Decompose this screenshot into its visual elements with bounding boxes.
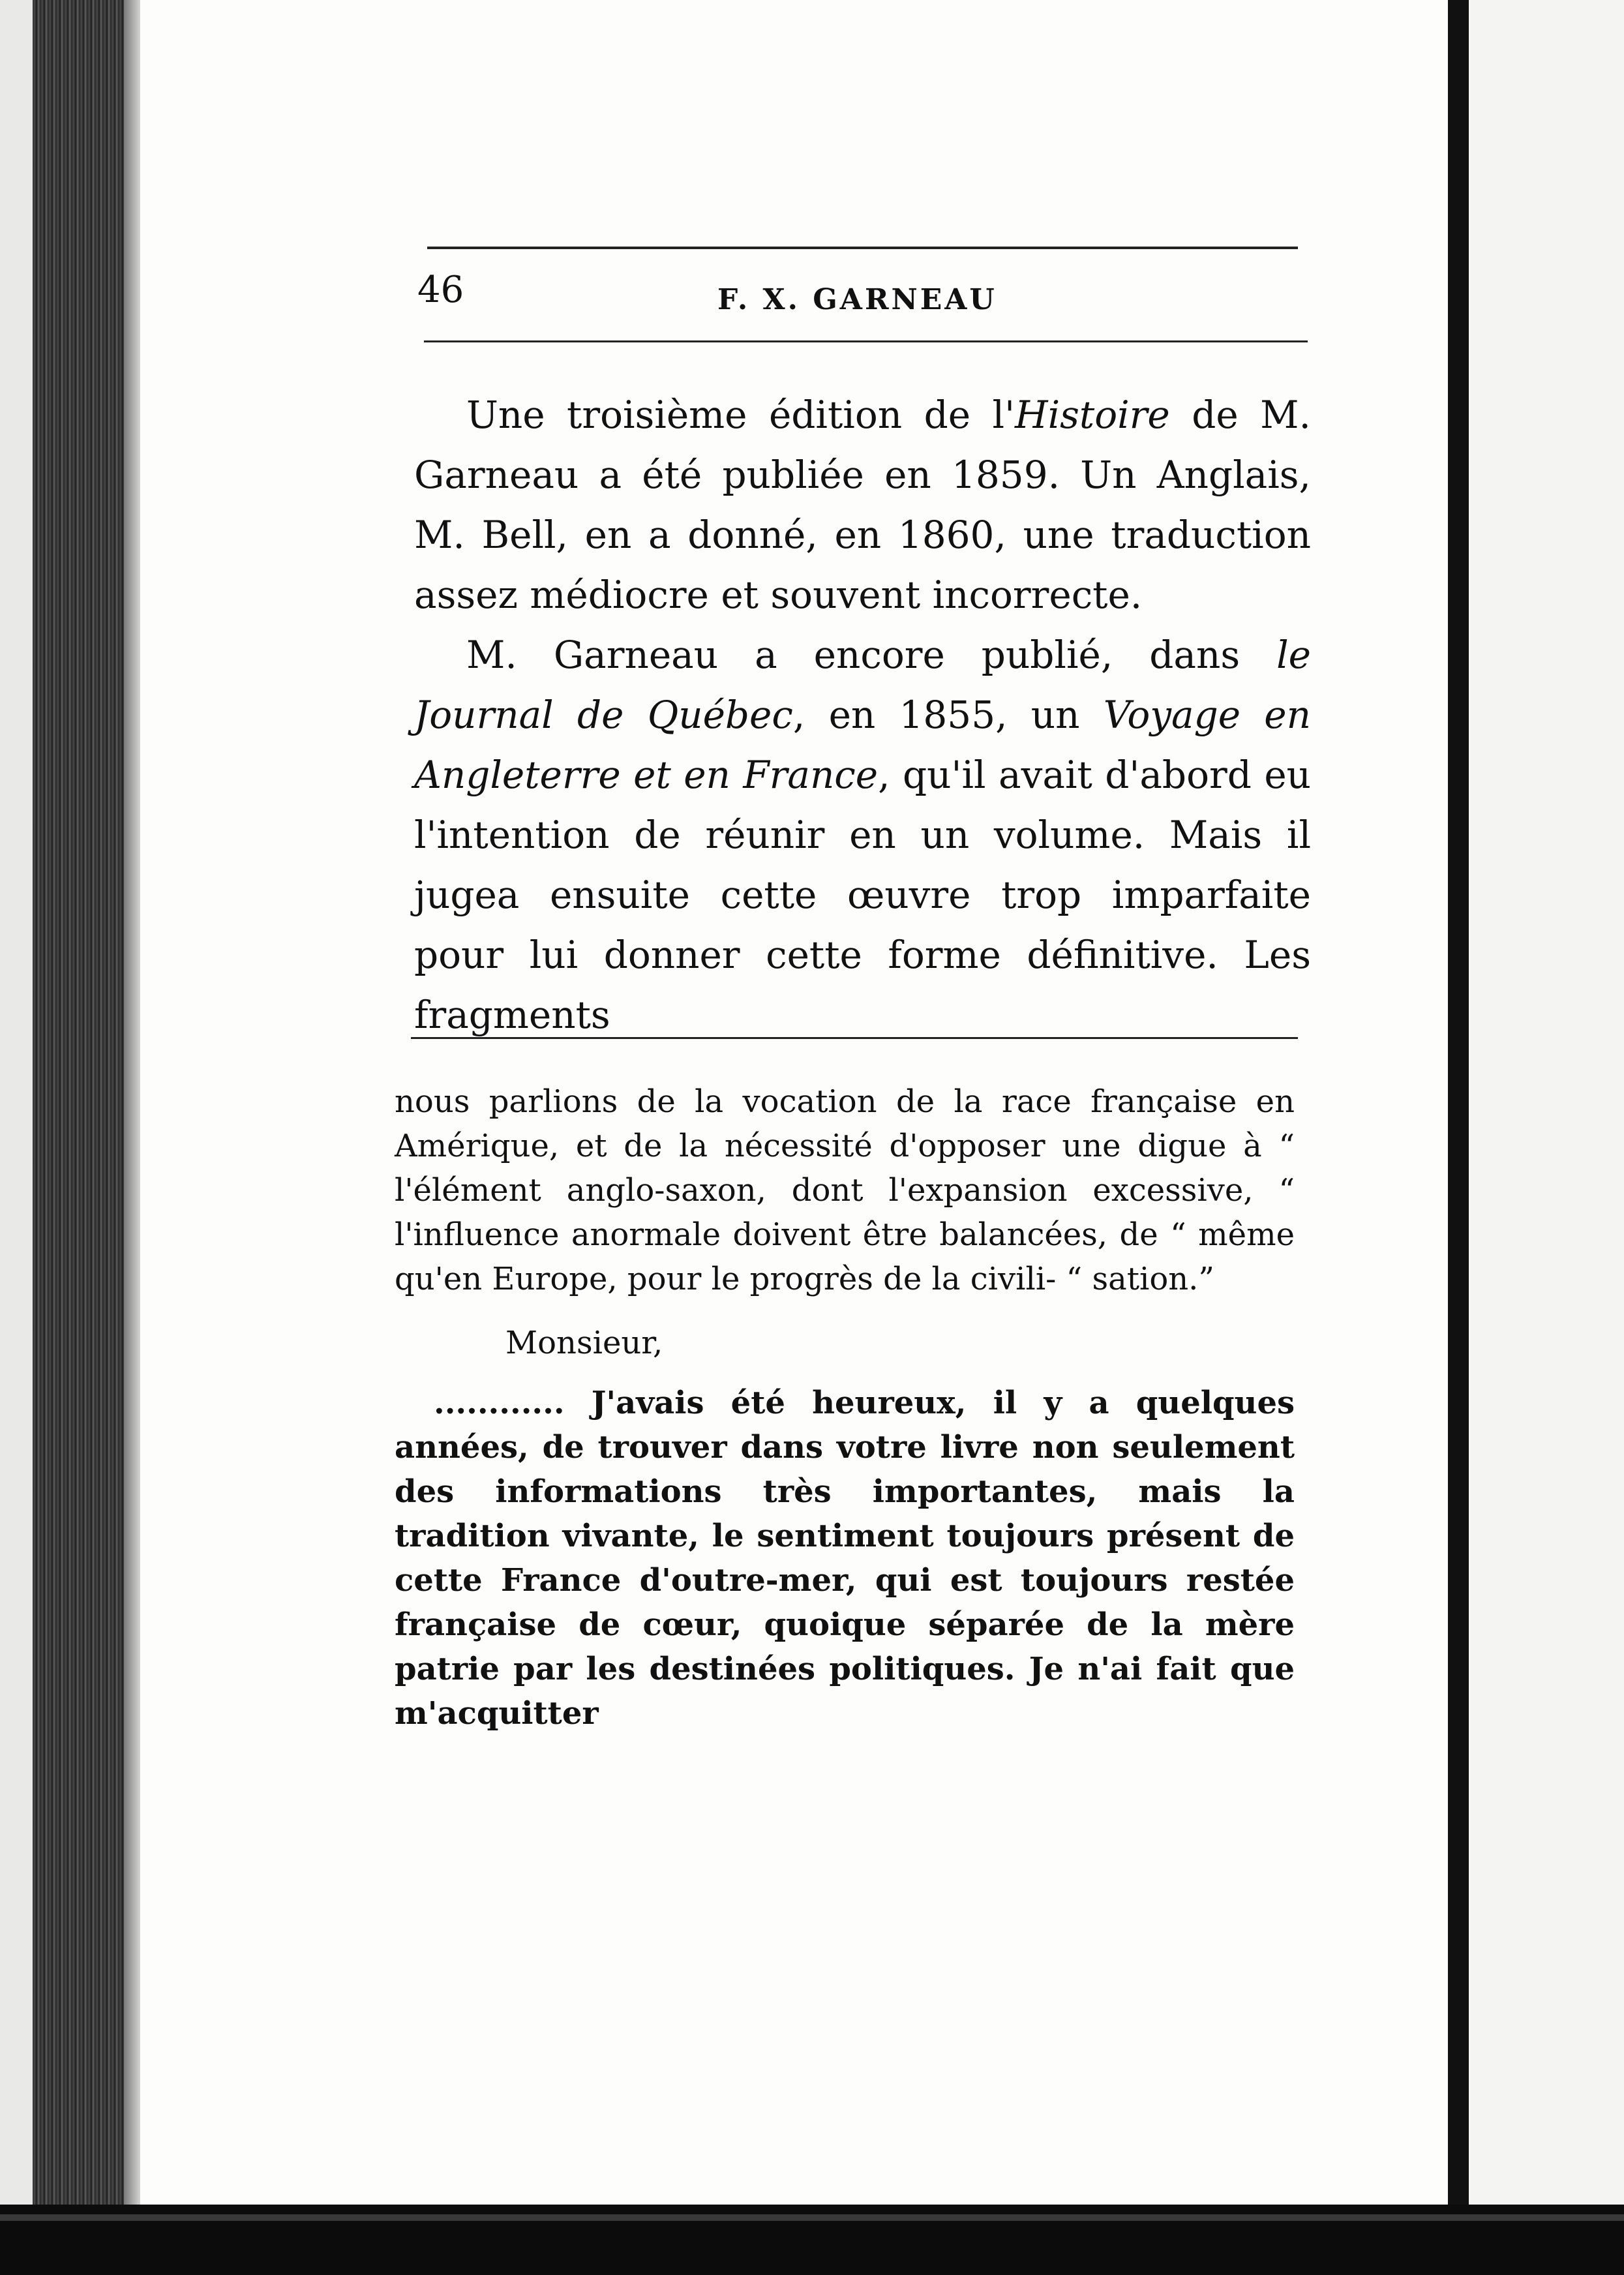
header-bottom-rule — [424, 340, 1308, 342]
running-head: F. X. GARNEAU — [717, 283, 997, 316]
footnote-letter: ............ J'avais été heureux, il y a quelques années, de trouver dans votre livre non seulement des informations très importantes, mais la tradition vivante, le sentiment toujours présent de cette France d'outre-mer, qui est toujours restée française de cœur, quoique séparée de la mère patrie par les destinées politiques. Je n'ai fait que m'acquitter — [395, 1385, 1295, 1732]
header-top-rule — [427, 247, 1298, 249]
scan-left-edge — [0, 0, 33, 2275]
scan-right-border — [1448, 0, 1469, 2218]
footnote-quote: nous parlions de la vocation de la race française en Amérique, et de la nécessité d'opposer une digue à “ l'élément anglo-saxon, dont l'expansion excessive, “ l'influence anormale doivent être balancées, de “ même qu'en Europe, pour le progrès de la civili- “ sation.” — [395, 1083, 1295, 1297]
footnote-rule — [411, 1037, 1298, 1039]
scan-right-margin — [1469, 0, 1624, 2218]
footnote — [395, 1079, 1295, 1736]
book-spine — [33, 0, 124, 2211]
main-text — [414, 385, 1311, 1045]
footnote-salutation: Monsieur, — [505, 1325, 663, 1361]
scan-bottom-line — [0, 2214, 1624, 2221]
page-number: 46 — [417, 269, 464, 311]
paragraph-2: M. Garneau a encore publié, dans le Journal de Québec, en 1855, un Voyage en Angleterre et en France, qu'il avait d'abord eu l'intention de réunir en un volume. Mais il jugea ensuite cette œuvre trop imparfaite pour lui donner cette forme définitive. Les fragments — [414, 633, 1311, 1037]
paragraph-1: Une troisième édition de l'Histoire de M. Garneau a été publiée en 1859. Un Anglais, M. Bell, en a donné, en 1860, une traduction assez médiocre et souvent incorrecte. — [414, 393, 1311, 617]
